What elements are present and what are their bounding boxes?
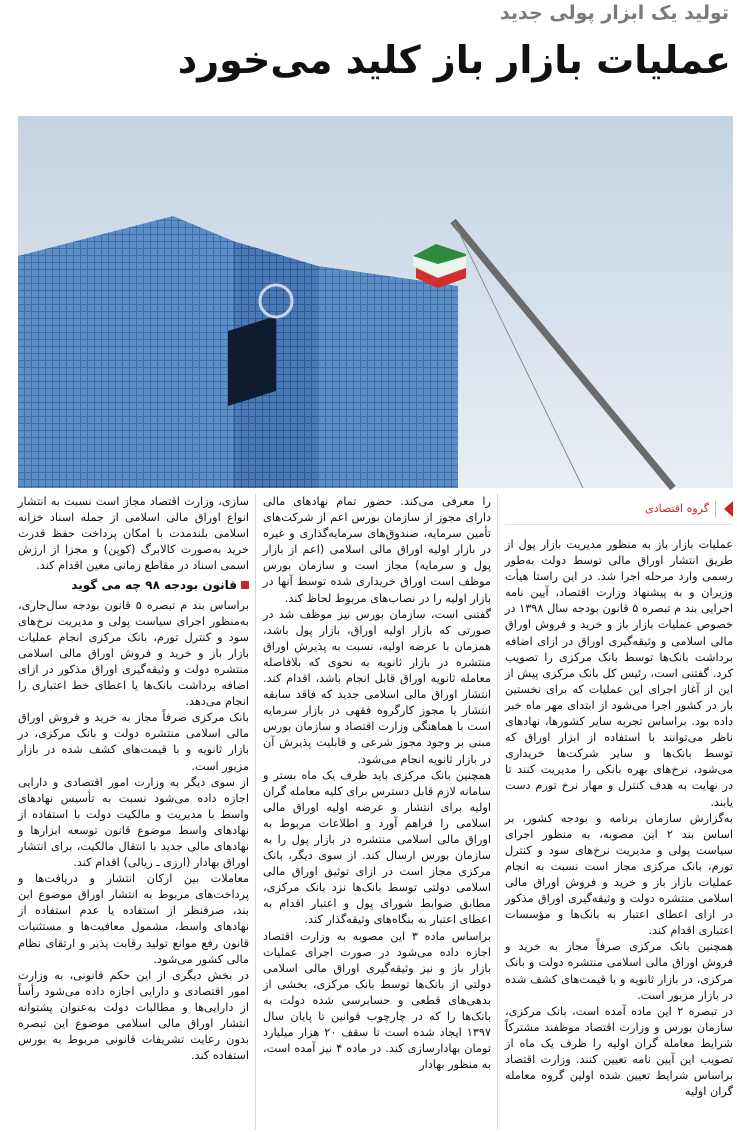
paragraph: به‌گزارش سازمان برنامه و بودجه کشور، بر اساس بند ۲ این مصوبه، به منظور اجرای سیاست پولی و مدیریت نرخ‌های سود و کنترل تورم، بانک مرکزی مجاز است نسبت به انجام عملیات بازار باز و خرید و فروش اوراق مالی اسلامی منتشره دولت و وثیقه‌گیری اوراق مذکور در ازای اعطای اعتبار به بانک‌ها و مؤسسات اعتباری اقدام کند. xyxy=(505,811,733,938)
column-divider xyxy=(255,494,256,1130)
byline-marker-icon xyxy=(724,501,733,517)
byline xyxy=(505,494,733,525)
column-divider xyxy=(497,494,498,1130)
paragraph: گفتنی است، سازمان بورس نیز موظف شد در صورتی که بازار اولیه اوراق، بازار پول باشد، همزمان با عرضه اولیه، نسبت به پذیرش اوراق منتشره در بازار ثانویه به نحوی که بلافاصله معامله ثانویه اوراق قابل انجام باشد، اقدام کند. انتشار اوراق مالی اسلامی جدید که فاقد سابقه انتشار یا مجوز کارگروه فقهی در بازار سرمایه است با هماهنگی وزارت اقتصاد و سازمان بورس مبنی بر وجود مجوز شرعی و قابلیت پذیرش آن در بازار ثانویه انجام می‌شود. xyxy=(263,607,491,766)
paragraph: سازی، وزارت اقتصاد مجاز است نسبت به انتشار انواع اوراق مالی اسلامی از جمله اسناد خزانه اسلامی بلندمدت با امکان پرداخت حفظ قدرت خرید به‌صورت کالابرگ (کوپن) و مجزا از ارزش اسمی اسناد در مقاطع زمانی معین اقدام کند. xyxy=(18,495,249,573)
central-bank-building-image xyxy=(18,116,733,488)
paragraph: همچنین بانک مرکزی صرفاً مجاز به خرید و فروش اوراق مالی اسلامی منتشره دولت و بانک مرکزی، در بازار ثانویه و با قیمت‌های کشف شده در بازار مزبور است. xyxy=(505,940,733,1002)
paragraph: همچنین بانک مرکزی باید ظرف یک ماه بستر و سامانه لازم قابل دسترس برای کلیه معامله گران اولیه برای انتشار و عرضه اولیه اوراق مالی اسلامی را فراهم آورد و اطلاعات مربوط به اوراق مالی اسلامی منتشره در بازار پول را به سازمان بورس ارسال کند. از سوی دیگر، بانک مرکزی مجاز است در ازای توثیق اوراق مالی اسلامی دولتی توسط بانک‌ها نزد بانک مرکزی، مطابق ضوابط شورای پول و اعتبار اقدام به اعطای اعتبار به بنگاه‌های وثیقه‌گذار کند. xyxy=(263,768,491,927)
byline-label: گروه اقتصادی xyxy=(645,501,716,517)
photo-credit: ایسنا xyxy=(10,463,20,482)
subheading-text: قانون بودجه ۹۸ چه می گوید xyxy=(71,578,237,593)
article-kicker: تولید یک ابزار پولی جدید xyxy=(499,2,729,24)
paragraph: از سوی دیگر به وزارت امور اقتصادی و دارایی اجازه داده می‌شود نسبت به تأسیس نهادهای واسط با مدیریت و مالکیت دولت با استفاده از نهادهای واسط موضوع قانون توسعه ابزارها و نهادهای مالی جدید با انتقال مالکیت، برای انتشار اوراق بهادار (ارزی ـ ریالی) اقدام کند. xyxy=(18,775,249,870)
paragraph: را معرفی می‌کند. حضور تمام نهادهای مالی دارای مجوز از سازمان بورس اعم از شرکت‌های تأمین سرمایه، صندوق‌های سرمایه‌گذاری و غیره در بازار اولیه اوراق مالی اسلامی (اعم از بازار پول و سرمایه) مجاز است و سازمان بورس موظف است اوراق خریداری شده توسط آنها در بازار اولیه را در نصاب‌های مربوط لحاظ کند. xyxy=(263,495,491,605)
subheading xyxy=(18,577,249,593)
article-headline: عملیات بازار باز کلید می‌خورد xyxy=(177,38,731,82)
paragraph: بانک مرکزی صرفاً مجاز به خرید و فروش اوراق مالی اسلامی منتشره دولت و بانک مرکزی، در بازار ثانویه و با قیمت‌های کشف شده در بازار مزبور است. xyxy=(18,711,249,773)
paragraph: براساس ماده ۳ این مصوبه به وزارت اقتصاد اجازه داده می‌شود در صورت اجرای عملیات بازار باز و نیز وثیقه‌گیری اوراق مالی اسلامی دولتی از بانک‌ها توسط بانک مرکزی، بخشی از بدهی‌های قطعی و حسابرسی شده دولت به بانک‌ها را که در چارچوب قوانین تا پایان سال ۱۳۹۷ ایجاد شده است تا سقف ۲۰ هزار میلیارد تومان بهادارسازی کند. در ماده ۴ نیز آمده است، به منظور بهادار xyxy=(263,929,492,1072)
paragraph: براساس بند م تبصره ۵ قانون بودجه سال‌جاری، به‌منظور اجرای سیاست پولی و مدیریت نرخ‌های سود و کنترل تورم، بانک مرکزی انجام عملیات بازار باز و خرید و فروش اوراق مالی اسلامی منتشره دولت و وثیقه‌گیری اوراق مذکور در ازای اضافه برداشت بانک‌ها یا اعطای خط اعتباری را انجام می‌دهد. xyxy=(18,598,249,709)
column-right xyxy=(505,494,733,1130)
paragraph: در تبصره ۲ این ماده آمده است، بانک مرکزی، سازمان بورس و وزارت اقتصاد موظفند مشترکاً شرایط معامله گران اولیه را ظرف یک ماه از تصویب این آیین نامه تعیین کنند. وزارت اقتصاد براساس شرایط تعیین شده اولین گروه معامله گران اولیه xyxy=(505,1004,734,1099)
paragraph: معاملات بین ارکان انتشار و دریافت‌ها و پرداخت‌های مربوط به انتشار اوراق موضوع این بند، صرفنظر از استفاده یا عدم استفاده از نهادهای واسط، مشمول معافیت‌ها و مستثنیات قانون رفع موانع تولید رقابت پذیر و ارتقای نظام مالی کشور می‌شود. xyxy=(18,872,249,966)
paragraph: عملیات بازار باز به منظور مدیریت بازار پول از طریق انتشار اوراق مالی توسط دولت به‌طور رسمی وارد مرحله اجرا شد. در این راستا هیأت وزیران و به پیشنهاد وزارت اقتصاد، آیین نامه اجرایی بند م تبصره ۵ قانون بودجه سال ۱۳۹۸ در خصوص عملیات بازار باز و خرید و فروش اوراق مالی اسلامی و وثیقه‌گیری اوراق در ازای اضافه برداشت بانک‌ها توسط بانک مرکزی را تصویب کرد. گفتنی است، رئیس کل بانک مرکزی پیش از این از آغاز اجرای این عملیات که برای نخستین بار در کشور اجرا می‌شود از ابتدای مهر ماه خبر داده بود. براساس تجربه سایر کشورها، نهادهای ناظر می‌توانند با استفاده از ابزار اوراق که توسط بانک‌ها و سایر شرکت‌ها خریداری می‌شود، نرخ‌های بهره بانکی را مدیریت کنند تا در نهایت به هدف کنترل و مهار نرخ تورم دست یابند. xyxy=(505,538,733,809)
column-middle xyxy=(263,494,491,1130)
square-bullet-icon xyxy=(241,581,249,589)
column-left xyxy=(18,494,249,1130)
paragraph: در بخش دیگری از این حکم قانونی، به وزارت امور اقتصادی و دارایی اجازه داده می‌شود رأساً از دارایی‌ها و مطالبات دولت به‌عنوان پشتوانه انتشار اوراق مالی اسلامی موضوع این تبصره بدون رعایت تشریفات قانونی مربوط به بورس استفاده کند. xyxy=(18,968,249,1063)
article-photo xyxy=(10,116,733,488)
article-body xyxy=(18,494,733,1130)
